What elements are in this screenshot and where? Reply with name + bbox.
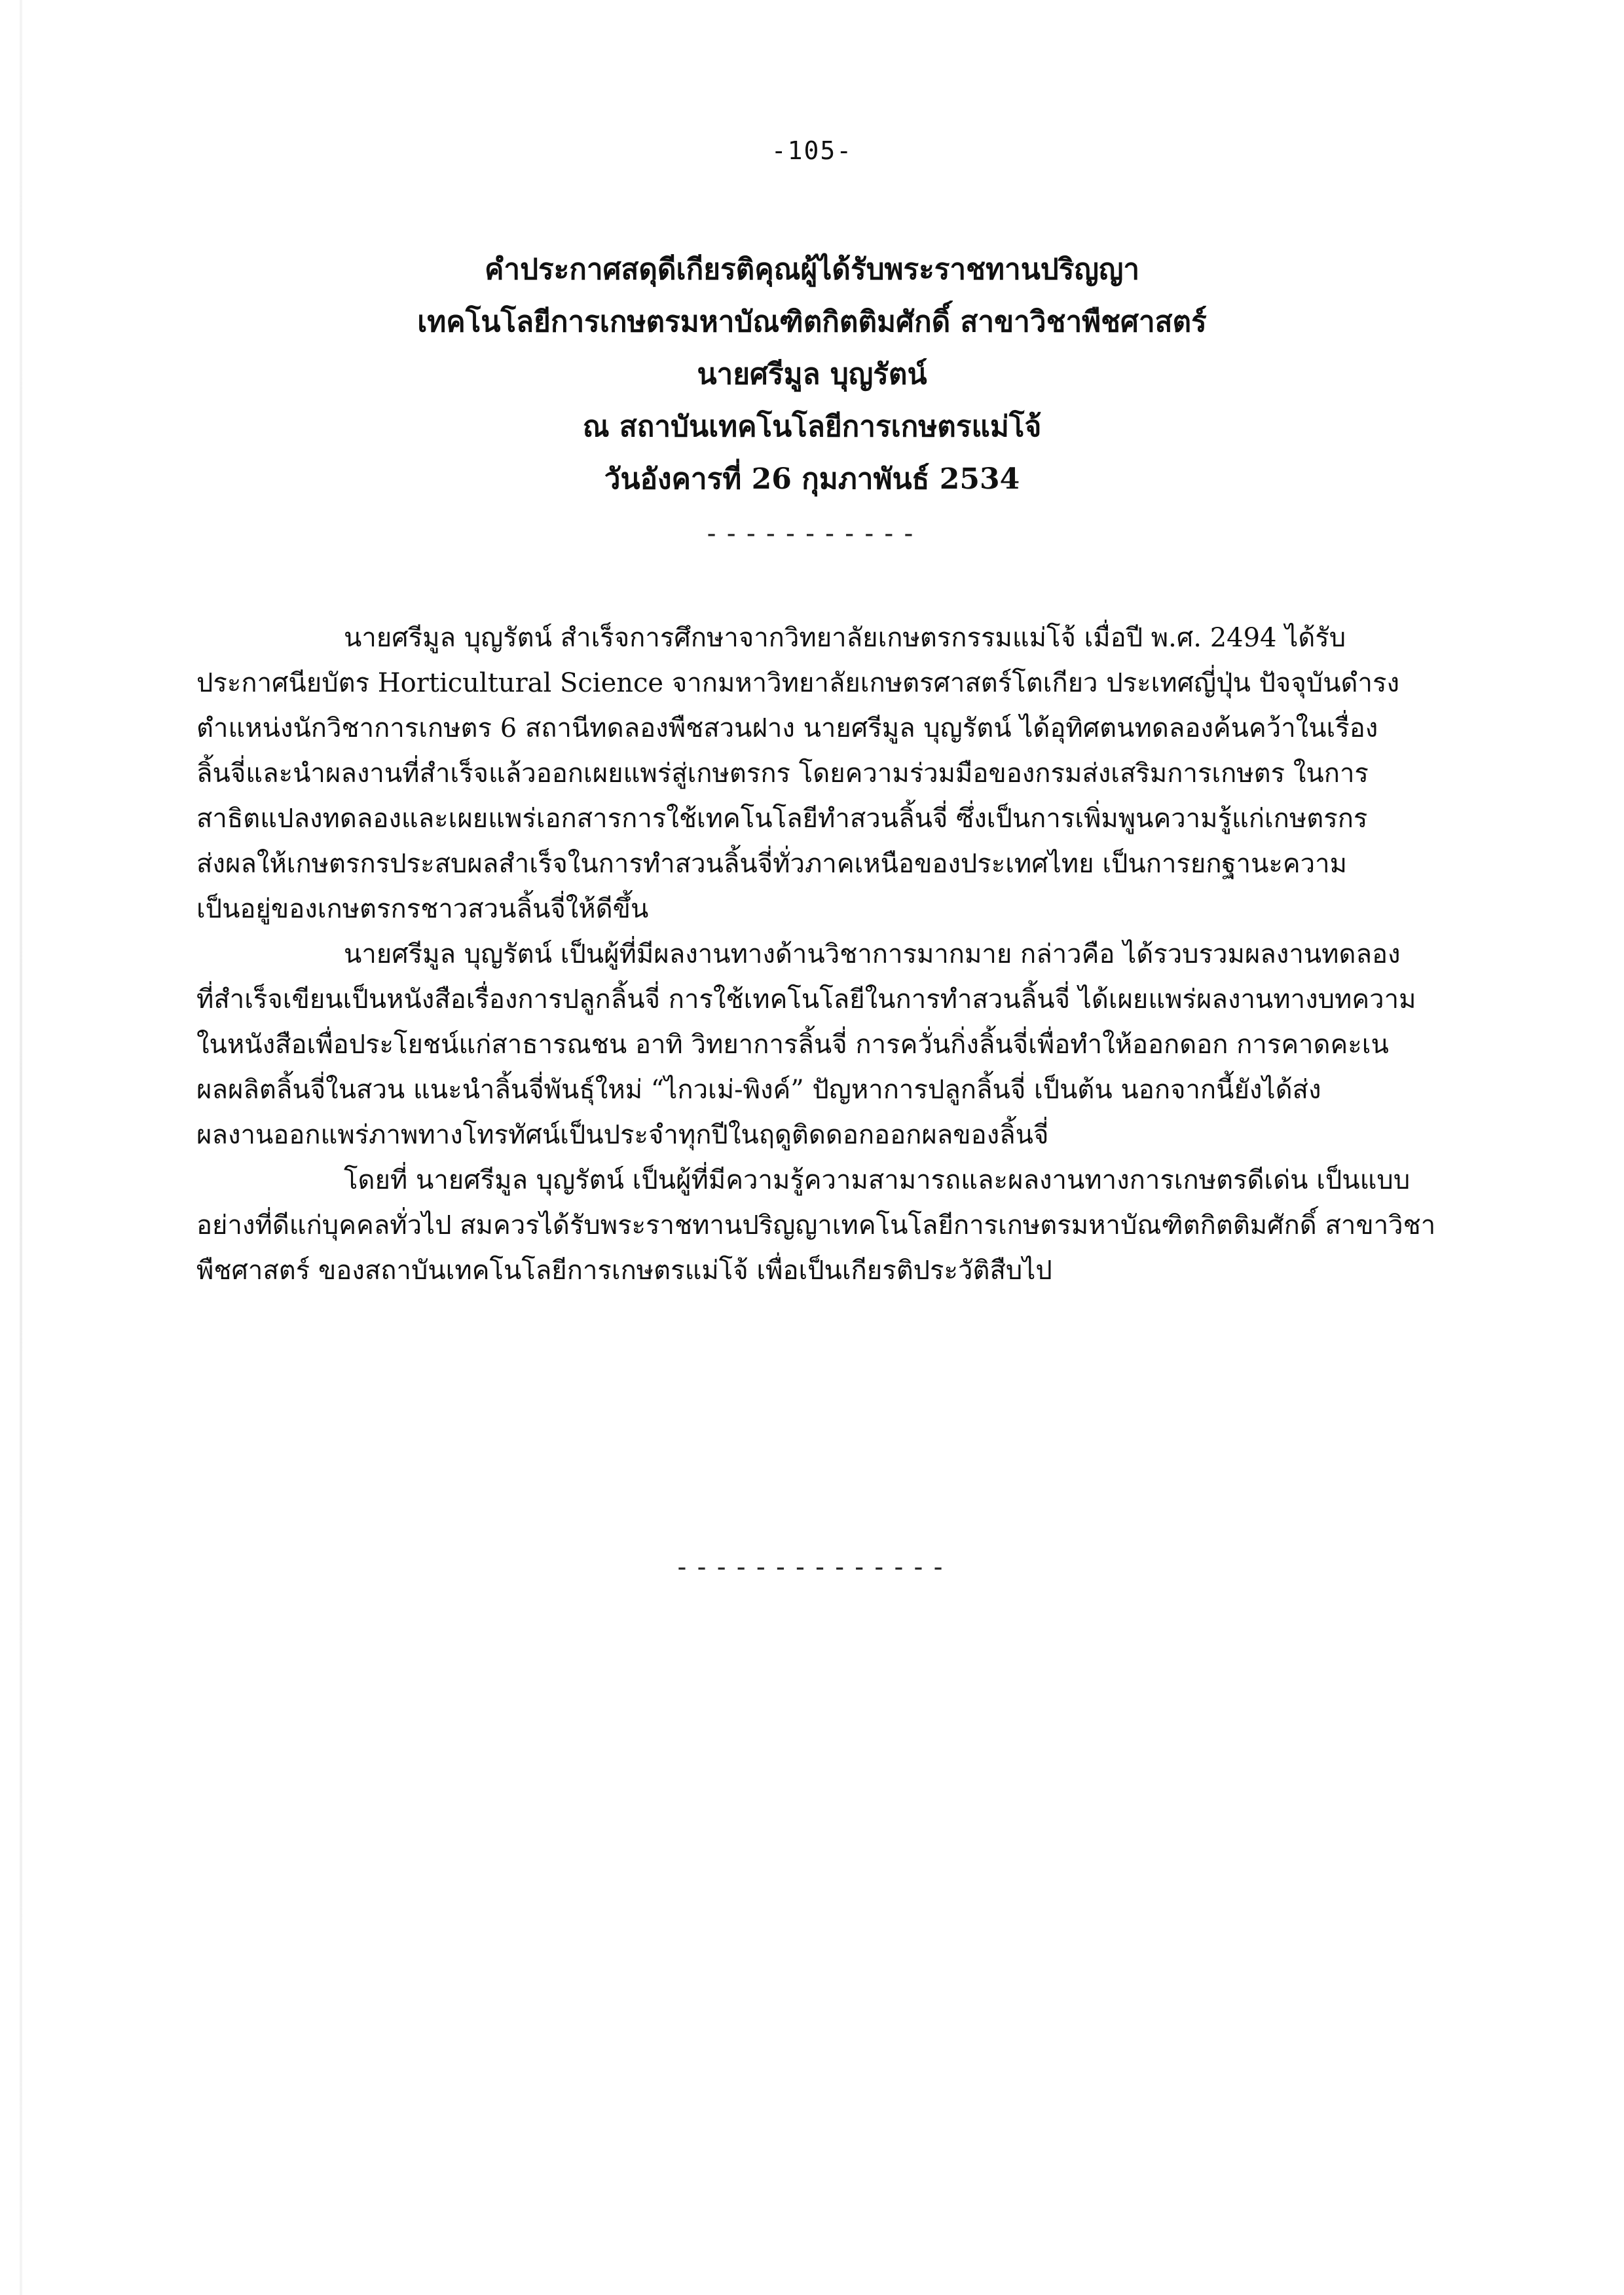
heading-title-line: คำประกาศสดุดีเกียรติคุณผู้ได้รับพระราชทานปริญญา [484,253,1140,286]
paragraph-2-line: ผลผลิตลิ้นจี่ในสวน แนะนำลิ้นจี่พันธุ์ใหม่ “ไกวเม่-พิงค์” ปัญหาการปลูกลิ้นจี่ เป็นต้น นอกจากนี้ยังได้ส่ง [196,1075,1321,1105]
paragraph-3-line: อย่างที่ดีแก่บุคคลทั่วไป สมควรได้รับพระราชทานปริญญาเทคโนโลยีการเกษตรมหาบัณฑิตกิตติมศักดิ์ สาขาวิชา [196,1210,1436,1241]
paragraph-2-line: ในหนังสือเพื่อประโยชน์แก่สาธารณชน อาทิ วิทยาการลิ้นจี่ การควั่นกิ่งลิ้นจี่เพื่อทำให้ออกดอก การคาดคะเน [196,1030,1389,1060]
heading-recipient-line: นายศรีมูล บุญรัตน์ [697,358,927,391]
paragraph-1-line: นายศรีมูล บุญรัตน์ สำเร็จการศึกษาจากวิทยาลัยเกษตรกรรมแม่โจ้ เมื่อปี พ.ศ. 2494 ได้รับ [344,623,1346,653]
heading-date-line: วันอังคารที่ 26 กุมภาพันธ์ 2534 [604,462,1020,496]
scan-edge-shadow [20,0,22,2295]
paragraph-1-line: ลิ้นจี่และนำผลงานที่สำเร็จแล้วออกเผยแพร่สู่เกษตรกร โดยความร่วมมือของกรมส่งเสริมการเกษตร ในการ [196,758,1369,789]
page-number: -105- [771,136,853,165]
heading-institution-line: ณ สถาบันเทคโนโลยีการเกษตรแม่โจ้ [582,410,1042,443]
paragraph-2-line: ผลงานออกแพร่ภาพทางโทรทัศน์เป็นประจำทุกปีในฤดูติดดอกออกผลของลิ้นจี่ [196,1120,1049,1150]
paragraph-1-line: ส่งผลให้เกษตรกรประสบผลสำเร็จในการทำสวนลิ้นจี่ทั่วภาคเหนือของประเทศไทย เป็นการยกฐานะความ [196,849,1347,879]
heading-degree-line: เทคโนโลยีการเกษตรมหาบัณฑิตกิตติมศักดิ์ สาขาวิชาพืชศาสตร์ [417,305,1207,339]
paragraph-1-line: สาธิตแปลงทดลองและเผยแพร่เอกสารการใช้เทคโนโลยีทำสวนลิ้นจี่ ซึ่งเป็นการเพิ่มพูนความรู้แก่เกษตรกร [196,804,1368,834]
separator-bottom: -------------- [674,1552,950,1582]
paragraph-2-line: นายศรีมูล บุญรัตน์ เป็นผู้ที่มีผลงานทางด้านวิชาการมากมาย กล่าวคือ ได้รวบรวมผลงานทดลอง [344,939,1401,969]
document-heading [196,244,1428,506]
paragraph-3-line: โดยที่ นายศรีมูล บุญรัตน์ เป็นผู้ที่มีความรู้ความสามารถและผลงานทางการเกษตรดีเด่น เป็นแบบ [344,1165,1411,1195]
paragraph-3-line: พืชศาสตร์ ของสถาบันเทคโนโลยีการเกษตรแม่โจ้ เพื่อเป็นเกียรติประวัติสืบไป [196,1256,1052,1286]
separator-top: ----------- [703,519,921,549]
citation-body [196,616,1467,1294]
paragraph-2-line: ที่สำเร็จเขียนเป็นหนังสือเรื่องการปลูกลิ้นจี่ การใช้เทคโนโลยีในการทำสวนลิ้นจี่ ได้เผยแพร่ผลงานทางบทความ [196,984,1416,1015]
paragraph-1-line: ตำแหน่งนักวิชาการเกษตร 6 สถานีทดลองพืชสวนฝาง นายศรีมูล บุญรัตน์ ได้อุทิศตนทดลองค้นคว้าในเรื่อง [196,713,1378,743]
paragraph-1-line: ประกาศนียบัตร Horticultural Science จากมหาวิทยาลัยเกษตรศาสตร์โตเกียว ประเทศญี่ปุ่น ปัจจุบันดำรง [196,668,1399,698]
paragraph-1-line: เป็นอยู่ของเกษตรกรชาวสวนลิ้นจี่ให้ดีขึ้น [196,894,649,924]
